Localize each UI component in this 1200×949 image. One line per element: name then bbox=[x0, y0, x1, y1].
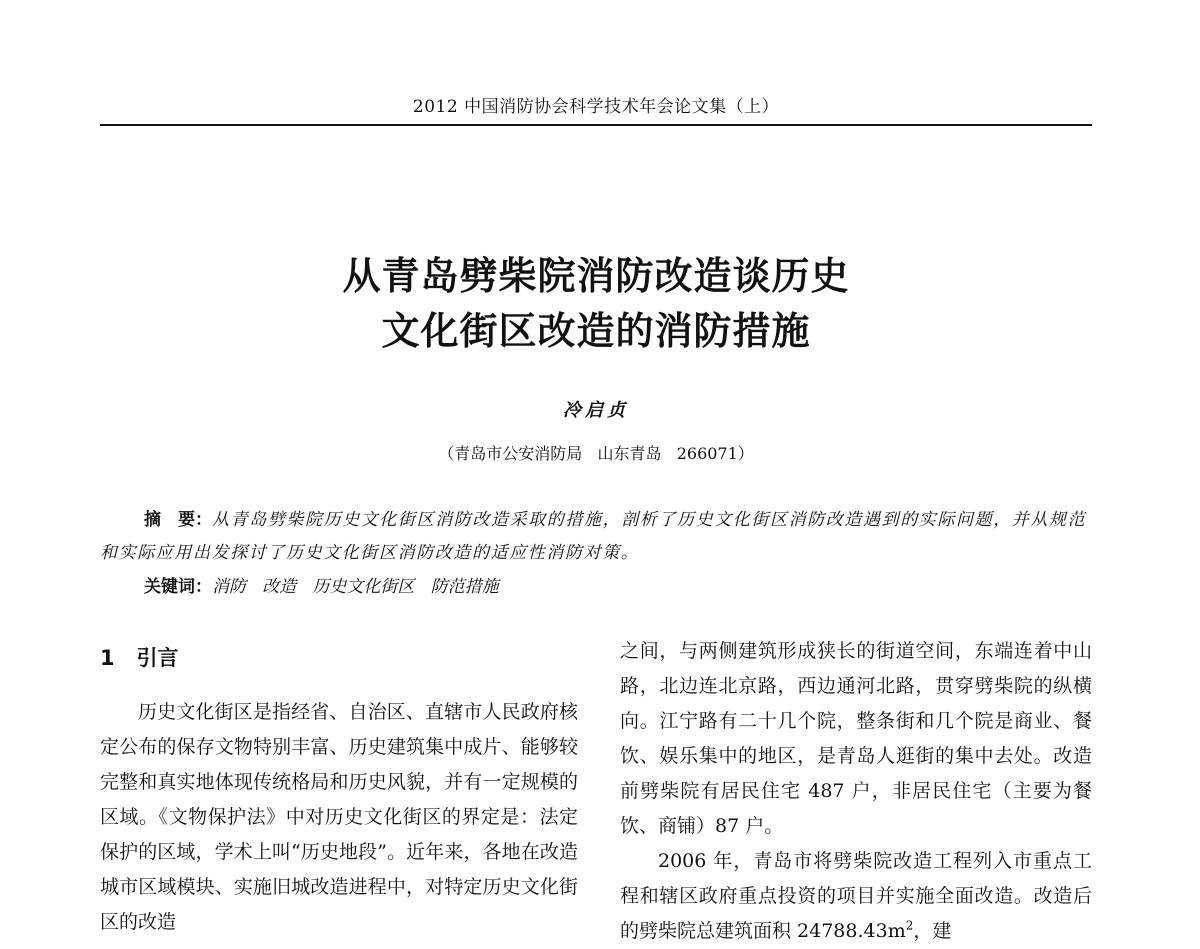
body-paragraph bbox=[620, 844, 1092, 949]
abstract-label: 摘 要： bbox=[144, 510, 212, 530]
right-column bbox=[620, 634, 1092, 949]
left-column bbox=[100, 641, 578, 940]
superscript: 2 bbox=[905, 918, 914, 933]
abstract bbox=[100, 504, 1092, 570]
keywords-label: 关键词： bbox=[144, 577, 212, 597]
running-header: 2012 中国消防协会科学技术年会论文集（上） bbox=[412, 97, 780, 117]
article-title-line-2: 文化街区改造的消防措施 bbox=[381, 308, 811, 353]
keywords bbox=[144, 571, 1044, 604]
paragraph-text-tail: ，建 bbox=[913, 920, 952, 942]
body-paragraph: 之间，与两侧建筑形成狭长的街道空间，东端连着中山路，北边连北京路，西边通河北路，贯穿劈柴院的纵横向。江宁路有二十几个院，整条街和几个院是商业、餐饮、娱乐集中的地区，是青岛人逛街的集中去处。改造前劈柴院有居民住宅 487 户，非居民住宅（主要为餐饮、商铺）87 户。 bbox=[620, 640, 1092, 837]
header-rule bbox=[100, 124, 1092, 126]
body-paragraph: 历史文化街区是指经省、自治区、直辖市人民政府核定公布的保存文物特别丰富、历史建筑集中成片、能够较完整和真实地体现传统格局和历史风貌，并有一定规模的区域。《文物保护法》中对历史文化街区的界定是：法定保护的区域，学术上叫“历史地段”。近年来，各地在改造城市区域模块、实施旧城改造进程中，对特定历史文化街区的改造 bbox=[100, 701, 578, 933]
abstract-text: 从青岛劈柴院历史文化街区消防改造采取的措施，剖析了历史文化街区消防改造遇到的实际问题，并从规范和实际应用出发探讨了历史文化街区消防改造的适应性消防对策。 bbox=[100, 510, 1087, 563]
article-title-line-1: 从青岛劈柴院消防改造谈历史 bbox=[342, 253, 850, 298]
keywords-text: 消防 改造 历史文化街区 防范措施 bbox=[212, 577, 499, 597]
author-affiliation: （青岛市公安消防局 山东青岛 266071） bbox=[438, 444, 754, 463]
author-name: 冷启贞 bbox=[563, 400, 629, 421]
paragraph-text: 2006 年，青岛市将劈柴院改造工程列入市重点工程和辖区政府重点投资的项目并实施全面改造。改造后的劈柴院总建筑面积 24788.43m bbox=[620, 850, 1092, 942]
section-heading: 1 引言 bbox=[100, 646, 179, 670]
